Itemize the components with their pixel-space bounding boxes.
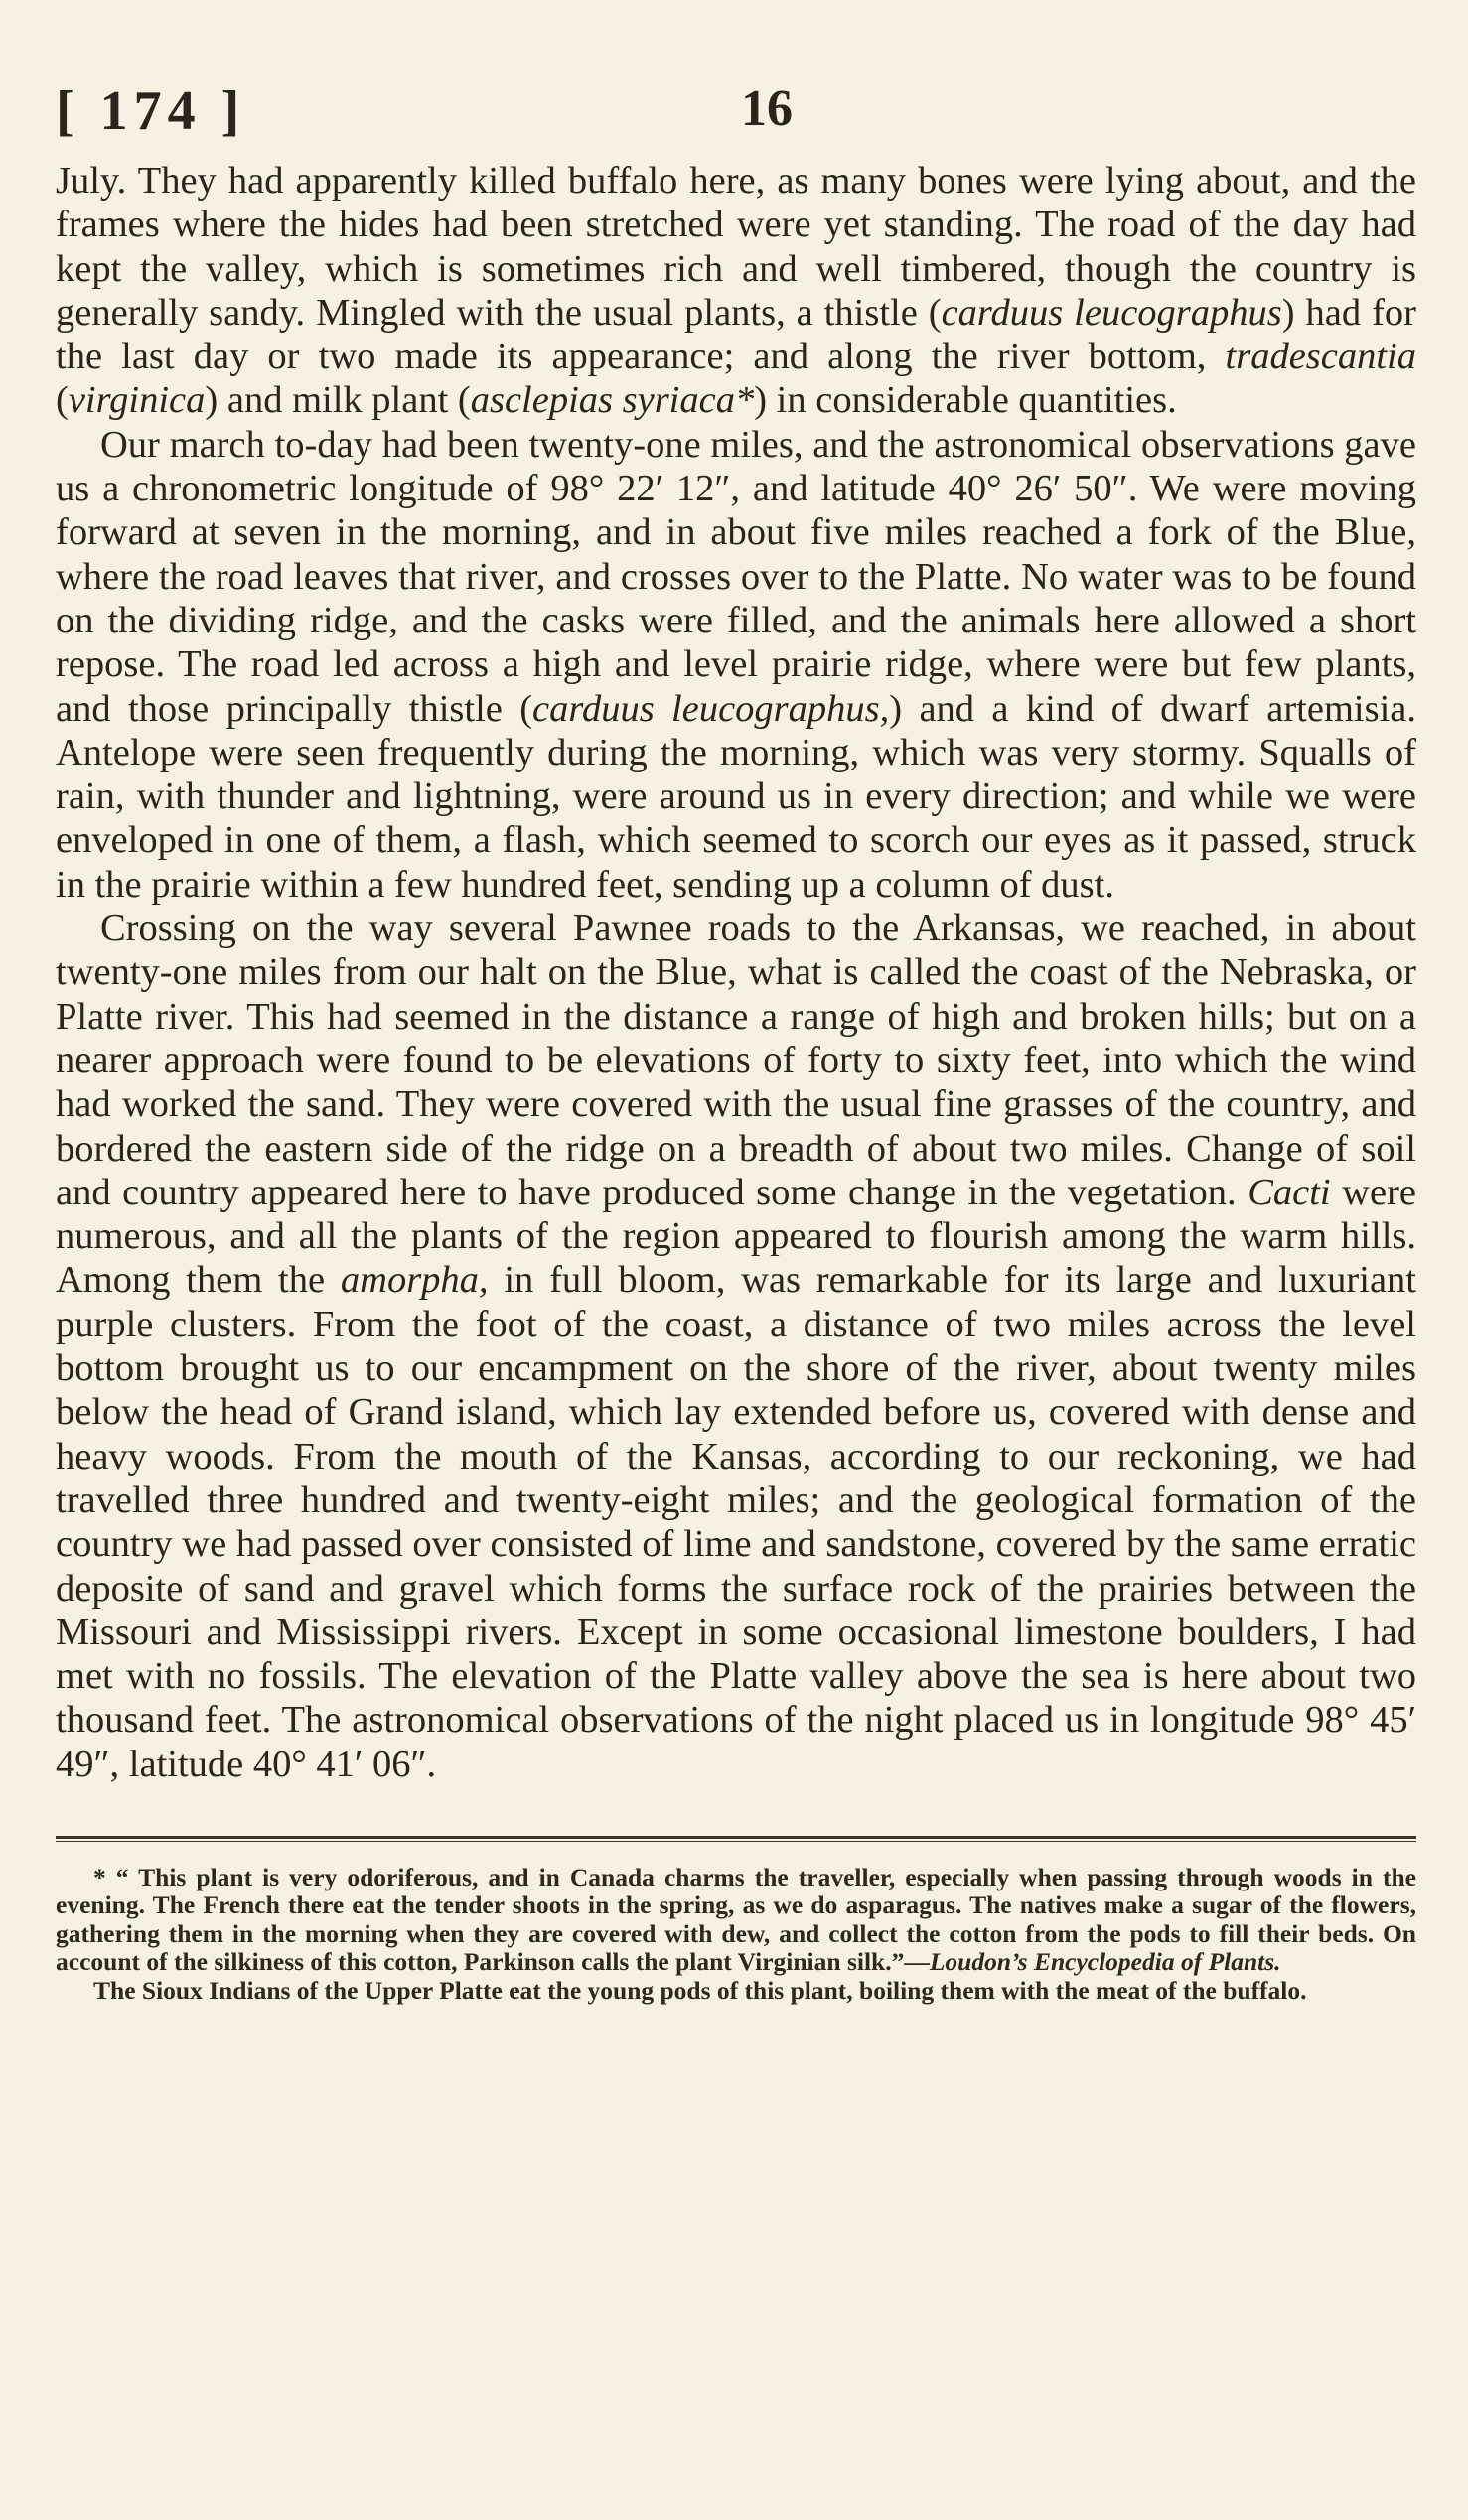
text-run: July. They had apparently killed buffalo here, as many bones were lying about, and the frames where the hides had been stretched were yet standing. The road of the day had kept the valley, which is sometimes rich and well timbered, though the country is generally sandy. Mingled with the usual plants, a thistle ( [56,160,1416,334]
text-run: Our march to-day had been twenty-one miles, and the astronomical observations gave us a chronometric longitude of 98° 22′ 12″, and latitude 40° 26′ 50″. We were moving forward at seven in the morning, and in about five miles reached a fork of the Blue, where the road leaves that river, and crosses over to the Platte. No water was to be found on the dividing ridge, and the casks were filled, and the animals here allowed a short repose. The road led across a high and level prairie ridge, where were but few plants, and those principally thistle ( [56,423,1416,730]
body-text [56,159,1416,1786]
footnote [56,1864,1416,1977]
italic-run: Cacti [1248,1171,1331,1213]
text-run: in full bloom, was remarkable for its large and luxuriant purple clusters. From the foot of the coast, a distance of two miles across the level bottom brought us to our encampment on the shore of the river, about twenty miles below the head of Grand island, which lay extended before us, covered with dense and heavy woods. From the mouth of the Kansas, according to our reckoning, we had travelled three hundred and twenty-eight miles; and the geological formation of the country we had passed over consisted of lime and sandstone, covered by the same erratic deposite of sand and gravel which forms the surface rock of the prairies between the Missouri and Mississippi rivers. Except in some occasional limestone boulders, I had met with no fossils. The elevation of the Platte valley above the sea is here about two thousand feet. The astronomical observations of the night placed us in longitude 98° 45′ 49″, latitude 40° 41′ 06″. [56,1259,1416,1785]
text-run: ) in considerable quantities. [754,379,1177,422]
text-run: * “ This plant is very odoriferous, and in Canada charms the traveller, especially when passing through woods in the evening. The French there eat the tender shoots in the spring, as we do asparagus. The natives make a sugar of the flowers, gathering them in the morning when they are covered with dew, and collect the cotton from the pods to fill their beds. On account of the silkiness of this cotton, Parkinson calls the plant Virginian silk.”— [56,1862,1416,1977]
italic-run: Loudon’s Encyclopedia of Plants. [929,1947,1281,1977]
paragraph [56,423,1416,907]
footnotes [56,1864,1416,2005]
text-run: were numerous, and all the plants of the region appeared to flourish among the warm hills. Among them the [56,1171,1416,1302]
footnote [56,1977,1416,2005]
text-run: ) and a kind of dwarf artemisia. Antelope were seen frequently during the morning, which was very stormy. Squalls of rain, with thunder and lightning, were around us in every direction; and while we were enveloped in one of them, a flash, which seemed to scorch our eyes as it passed, struck in the prairie within a few hundred feet, sending up a column of dust. [56,687,1416,906]
paragraph [56,159,1416,423]
text-run: Crossing on the way several Pawnee roads to the Arkansas, we reached, in about twenty-one miles from our halt on the Blue, what is called the coast of the Nebraska, or Platte river. This had seemed in the distance a range of high and broken hills; but on a nearer approach were found to be elevations of forty to sixty feet, into which the wind had worked the sand. They were covered with the usual fine grasses of the country, and bordered the eastern side of the ridge on a breadth of about two miles. Change of soil and country appeared here to have produced some change in the vegetation. [56,908,1416,1213]
italic-run: carduus leucographus, [532,687,890,730]
text-run: ) had for the last day or two made its appearance; and along the river bottom, [56,291,1416,378]
bracketed-page-number: [ 174 ] [56,80,246,142]
italic-run: asclepias syriaca* [470,379,755,422]
italic-run: tradescantia [1225,336,1416,378]
italic-run: amorpha, [340,1259,489,1302]
text-run: ( [56,379,69,422]
paragraph [56,907,1416,1786]
italic-run: virginica [68,379,206,422]
page-header [56,70,1416,159]
page-number: 16 [741,80,793,137]
text-run: ) and milk plant ( [205,379,471,422]
text-run: The Sioux Indians of the Upper Platte eat the young pods of this plant, boiling them with the meat of the buffalo. [93,1975,1307,2005]
footnote-divider [56,1836,1416,1842]
italic-run: carduus leucographus [941,291,1282,334]
